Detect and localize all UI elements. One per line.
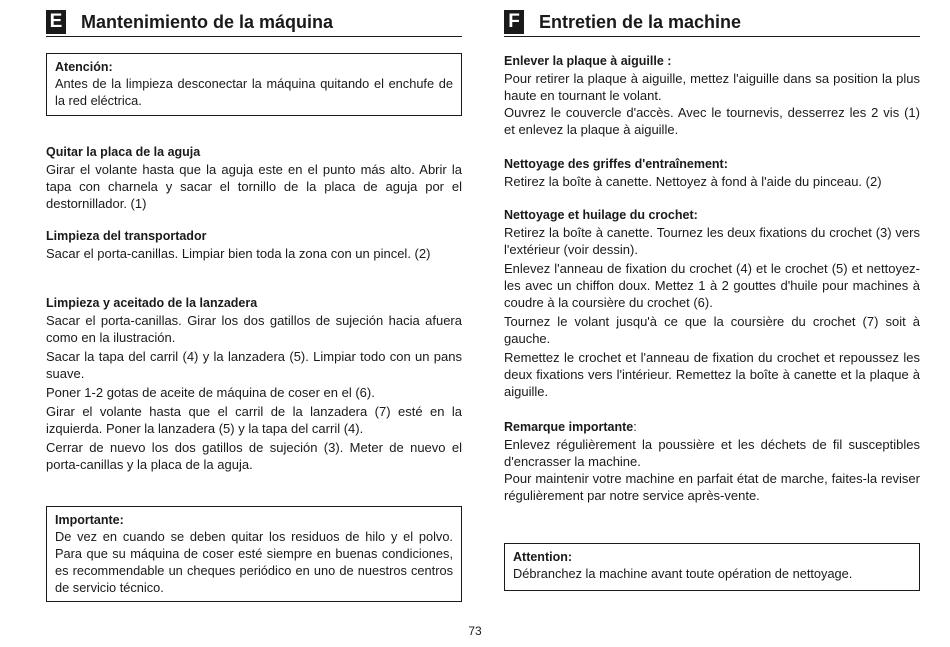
important-box <box>46 506 462 602</box>
paragraph: Remettez le crochet et l'anneau de fixation du crochet et repoussez les deux fixations vers l'intérieur. Remettez la boîte à canette et la plaque à aiguille. <box>504 350 920 399</box>
section-header <box>504 10 920 37</box>
section-remove-needle-plate <box>504 53 920 140</box>
important-text: De vez en cuando se deben quitar los residuos de hilo y el polvo. Para que su máquina de coser esté siempre en buenas condiciones, es recommendable un cheques periódico en uno de nuestros centros de servicio técnico. <box>55 529 453 595</box>
section-important-note <box>504 419 920 506</box>
paragraph: Retirez la boîte à canette. Nettoyez à fond à l'aide du pinceau. (2) <box>504 174 882 189</box>
paragraph: Sacar la tapa del carril (4) y la lanzadera (5). Limpiar todo con un pans suave. <box>46 349 462 381</box>
section-heading: Quitar la placa de la aguja <box>46 145 201 159</box>
warning-text: Antes de la limpieza desconectar la máquina quitando el enchufe de la red eléctrica. <box>55 76 453 108</box>
paragraph: Cerrar de nuevo los dos gatillos de sujeción (3). Meter de nuevo el porta-canillas y la placa de la aguja. <box>46 440 462 472</box>
paragraph: Ouvrez le couvercle d'accès. Avec le tournevis, desserrez les 2 vis (1) et enlevez la plaque à aiguille. <box>504 105 920 137</box>
section-heading: Limpieza del transportador <box>46 229 207 243</box>
warning-box <box>504 543 920 591</box>
paragraph: Retirez la boîte à canette. Tournez les deux fixations du crochet (3) vers l'extérieur (voir dessin). <box>504 225 920 257</box>
paragraph: Poner 1-2 gotas de aceite de máquina de coser en el (6). <box>46 385 375 400</box>
section-heading: Limpieza y aceitado de la lanzadera <box>46 296 258 310</box>
page-title: Mantenimiento de la máquina <box>81 12 334 32</box>
section-clean-oil-shuttle <box>46 295 462 473</box>
paragraph: Enlevez régulièrement la poussière et les déchets de fil susceptibles d'encrasser la machine. <box>504 437 920 469</box>
section-remove-needle-plate <box>46 144 462 214</box>
section-clean-feed-dogs <box>504 156 920 192</box>
important-heading: Importante: <box>55 513 124 527</box>
paragraph: Pour retirer la plaque à aiguille, mettez l'aiguille dans sa position la plus haute en tournant le volant. <box>504 71 920 103</box>
page-title: Entretien de la machine <box>539 12 742 32</box>
paragraph: Tournez le volant jusqu'à ce que la coursière du crochet (7) soit à gauche. <box>504 314 920 346</box>
paragraph: Sacar el porta-canillas. Limpiar bien toda la zona con un pincel. (2) <box>46 246 431 261</box>
section-heading <box>504 419 920 436</box>
language-badge: F <box>504 10 524 34</box>
paragraph: Girar el volante hasta que la aguja este en el punto más alto. Abrir la tapa con charnela y sacar el tornillo de la placa de aguja por el destornillador. (1) <box>46 162 462 211</box>
section-heading-text: Remarque importante <box>504 420 634 434</box>
warning-heading: Atención: <box>55 60 113 74</box>
section-header <box>46 10 462 37</box>
paragraph: Girar el volante hasta que el carril de la lanzadera (7) esté en la izquierda. Poner la lanzadera (5) y la tapa del carril (4). <box>46 404 462 436</box>
language-badge: E <box>46 10 66 34</box>
warning-heading: Attention: <box>513 550 573 564</box>
section-heading: Nettoyage des griffes d'entraînement: <box>504 157 728 171</box>
warning-box <box>46 53 462 116</box>
section-heading-colon: : <box>633 420 637 434</box>
page-number: 73 <box>468 624 482 638</box>
section-heading: Nettoyage et huilage du crochet: <box>504 208 698 222</box>
section-clean-feed-dogs <box>46 228 462 264</box>
warning-text: Débranchez la machine avant toute opération de nettoyage. <box>513 566 853 581</box>
section-heading: Enlever la plaque à aiguille : <box>504 54 672 68</box>
paragraph: Pour maintenir votre machine en parfait état de marche, faites-la reviser régulièrement par notre service après-vente. <box>504 471 920 503</box>
paragraph: Enlevez l'anneau de fixation du crochet (4) et le crochet (5) et nettoyez-les avec un chiffon doux. Mettez 1 à 2 gouttes d'huile pour machines à coudre à la coursière du crochet (6). <box>504 261 920 310</box>
section-clean-oil-hook <box>504 207 920 400</box>
paragraph: Sacar el porta-canillas. Girar los dos gatillos de sujeción hacia afuera como en la ilustración. <box>46 313 462 345</box>
